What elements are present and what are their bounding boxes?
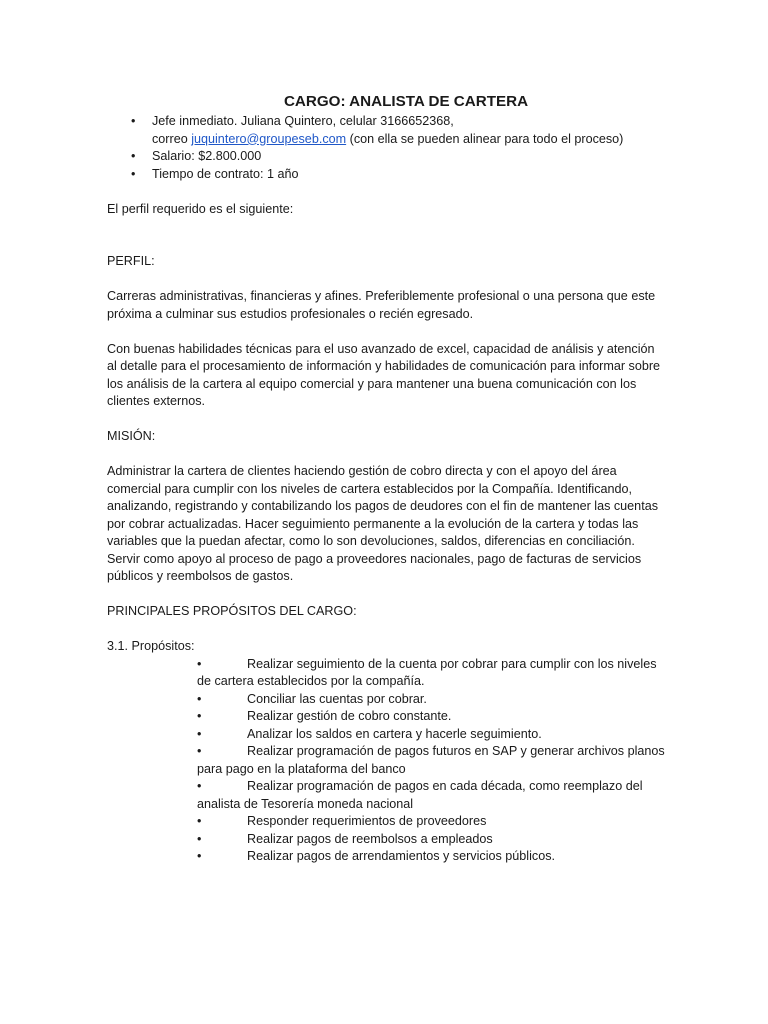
bullet-icon: • bbox=[197, 656, 202, 671]
list-item-text: Analizar los saldos en cartera y hacerle seguimiento. bbox=[247, 726, 542, 741]
list-item bbox=[197, 848, 667, 866]
propositos-subheading: 3.1. Propósitos: bbox=[107, 639, 195, 653]
list-item-text: Conciliar las cuentas por cobrar. bbox=[247, 691, 427, 706]
propositos-heading: PRINCIPALES PROPÓSITOS DEL CARGO: bbox=[107, 604, 357, 618]
bullet-icon: • bbox=[197, 849, 202, 863]
supervisor-text: Jefe inmediato. Juliana Quintero, celular 3166652368, bbox=[152, 114, 454, 128]
list-item bbox=[197, 743, 667, 778]
bullet-icon: • bbox=[197, 744, 202, 758]
perfil-paragraph-1: Carreras administrativas, financieras y afines. Preferiblemente profesional o una persona que este próxima a culminar sus estudios profesionales o recién egresado. bbox=[107, 289, 656, 321]
email-link[interactable]: juquintero@groupeseb.com bbox=[191, 131, 347, 146]
bullet-icon: • bbox=[131, 149, 136, 163]
list-item bbox=[197, 813, 667, 831]
list-item-text: Realizar gestión de cobro constante. bbox=[247, 709, 452, 723]
list-item-supervisor bbox=[107, 113, 667, 148]
list-item bbox=[197, 778, 667, 813]
bullet-icon: • bbox=[197, 709, 202, 723]
email-prefix: correo bbox=[152, 131, 192, 146]
mision-paragraph: Administrar la cartera de clientes haciendo gestión de cobro directa y con el apoyo del área comercial para cumplir con los niveles de cartera establecidos por la Compañía. Identificando, analizando, registrando y contabilizando los pagos de deudores con el fin de mantener las cuentas por cobrar actualizadas. Hacer seguimiento permanente a la evolución de la cartera y todas las variables que la puedan afectar, como lo son devoluciones, saldos, diferencias en conciliación. Servir como apoyo al proceso de pago a proveedores nacionales, pago de facturas de servicios públicos y reembolsos de gastos. bbox=[107, 464, 658, 583]
list-item-text: Responder requerimientos de proveedores bbox=[247, 814, 487, 828]
list-item bbox=[197, 656, 667, 691]
list-item-text: Realizar pagos de reembolsos a empleados bbox=[247, 831, 493, 846]
perfil-heading: PERFIL: bbox=[107, 254, 155, 268]
list-item-contract bbox=[107, 166, 667, 184]
list-item-text: Realizar programación de pagos futuros en SAP y generar archivos planos para pago en la plataforma del banco bbox=[197, 744, 665, 776]
list-item-text: Realizar pagos de arrendamientos y servicios públicos. bbox=[247, 849, 555, 863]
list-item-text: Realizar programación de pagos en cada década, como reemplazo del analista de Tesorería moneda nacional bbox=[197, 779, 643, 811]
list-item-text: Realizar seguimiento de la cuenta por cobrar para cumplir con los niveles de cartera establecidos por la compañía. bbox=[197, 656, 657, 688]
email-suffix: (con ella se pueden alinear para todo el proceso) bbox=[346, 131, 624, 146]
contract-text: Tiempo de contrato: 1 año bbox=[152, 166, 299, 181]
bullet-icon: • bbox=[197, 779, 202, 793]
list-item bbox=[197, 831, 667, 849]
purposes-list bbox=[197, 656, 667, 866]
mision-heading: MISIÓN: bbox=[107, 429, 156, 443]
list-item bbox=[197, 691, 667, 709]
document-title: CARGO: ANALISTA DE CARTERA bbox=[283, 93, 529, 110]
bullet-icon: • bbox=[197, 814, 202, 828]
salary-text: Salario: $2.800.000 bbox=[152, 149, 262, 163]
document-body bbox=[107, 92, 667, 866]
list-item bbox=[197, 726, 667, 744]
intro-text: El perfil requerido es el siguiente: bbox=[107, 201, 294, 216]
bullet-icon: • bbox=[197, 831, 202, 846]
bullet-icon: • bbox=[197, 691, 202, 706]
list-item bbox=[197, 708, 667, 726]
list-item-salary bbox=[107, 148, 667, 166]
bullet-icon: • bbox=[197, 726, 202, 741]
job-details-list bbox=[107, 113, 667, 183]
bullet-icon: • bbox=[131, 114, 136, 128]
perfil-paragraph-2: Con buenas habilidades técnicas para el uso avanzado de excel, capacidad de análisis y atención al detalle para el procesamiento de información y habilidades de comunicación para informar sobre los análisis de la cartera al equipo comercial y para mantener una buena comunicación con los clientes externos. bbox=[107, 341, 661, 408]
bullet-icon: • bbox=[131, 166, 136, 181]
